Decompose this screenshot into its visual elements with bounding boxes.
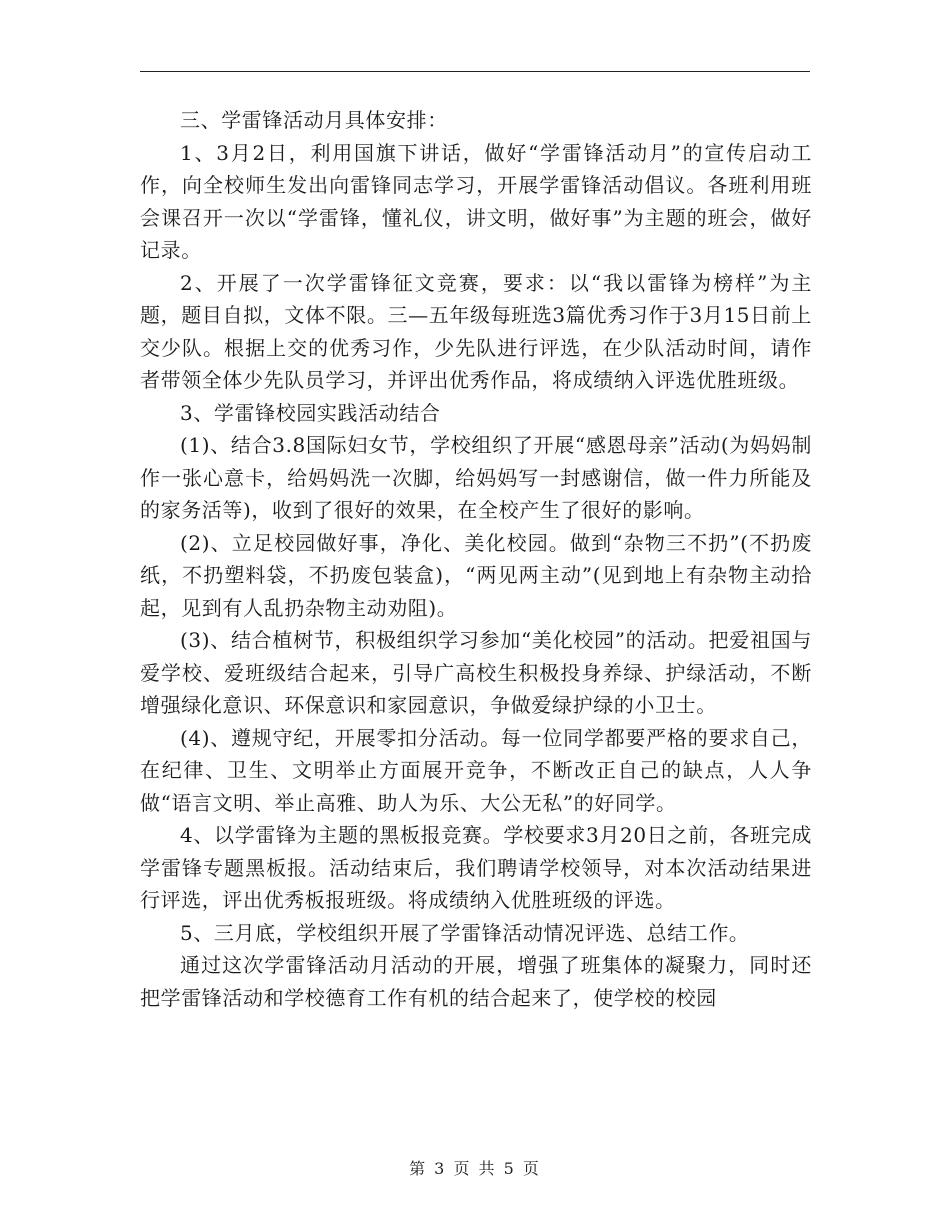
paragraph-subitem-1: (1)、结合3.8国际妇女节，学校组织了开展“感恩母亲”活动(为妈妈制作一张心意卡，给妈妈洗一次脚，给妈妈写一封感谢信，做一件力所能及的家务活等)，收到了很好的效果，在全校产生了很好的影响。	[140, 433, 812, 522]
paragraph-subitem-3: (3)、结合植树节，积极组织学习参加“美化校园”的活动。把爱祖国与爱学校、爱班级结合起来，引导广高校生积极投身养绿、护绿活动，不断增强绿化意识、环保意识和家园意识，争做爱绿护绿的小卫士。	[140, 628, 812, 717]
paragraph-item-5: 5、三月底，学校组织开展了学雷锋活动情况评选、总结工作。	[180, 920, 750, 945]
paragraph-summary: 通过这次学雷锋活动月活动的开展，增强了班集体的凝聚力，同时还把学雷锋活动和学校德育工作有机的结合起来了，使学校的校园	[140, 953, 812, 1010]
paragraph-item-2: 2、开展了一次学雷锋征文竞赛，要求：以“我以雷锋为榜样”为主题，题目自拟，文体不限。三—五年级每班选3篇优秀习作于3月15日前上交少队。根据上交的优秀习作，少先队进行评选，在少队活动时间，请作者带领全体少先队员学习，并评出优秀作品，将成绩纳入评选优胜班级。	[140, 270, 812, 392]
paragraph-item-3: 3、学雷锋校园实践活动结合	[180, 400, 441, 425]
document-body	[140, 104, 812, 1014]
section-heading: 三、学雷锋活动月具体安排：	[180, 108, 448, 132]
paragraph-item-1: 1、3月2日，利用国旗下讲话，做好“学雷锋活动月”的宣传启动工作，向全校师生发出向雷锋同志学习，开展学雷锋活动倡议。各班利用班会课召开一次以“学雷锋，懂礼仪，讲文明，做好事”为主题的班会，做好记录。	[140, 140, 812, 262]
paragraph-subitem-2: (2)、立足校园做好事，净化、美化校园。做到“杂物三不扔”(不扔废纸，不扔塑料袋，不扔废包装盒)，“两见两主动”(见到地上有杂物主动拾起，见到有人乱扔杂物主动劝阻)。	[140, 530, 812, 620]
page-number: 第 3 页 共 5 页	[409, 1159, 541, 1178]
paragraph-item-4: 4、以学雷锋为主题的黑板报竞赛。学校要求3月20日之前，各班完成学雷锋专题黑板报。活动结束后，我们聘请学校领导，对本次活动结果进行评选，评出优秀板报班级。将成绩纳入优胜班级的评选。	[140, 823, 812, 912]
paragraph-subitem-4: (4)、遵规守纪，开展零扣分活动。每一位同学都要严格的要求自己，在纪律、卫生、文明举止方面展开竞争，不断改正自己的缺点，人人争做“语言文明、举止高雅、助人为乐、大公无私”的好同学。	[140, 725, 812, 815]
header-rule	[140, 71, 810, 72]
